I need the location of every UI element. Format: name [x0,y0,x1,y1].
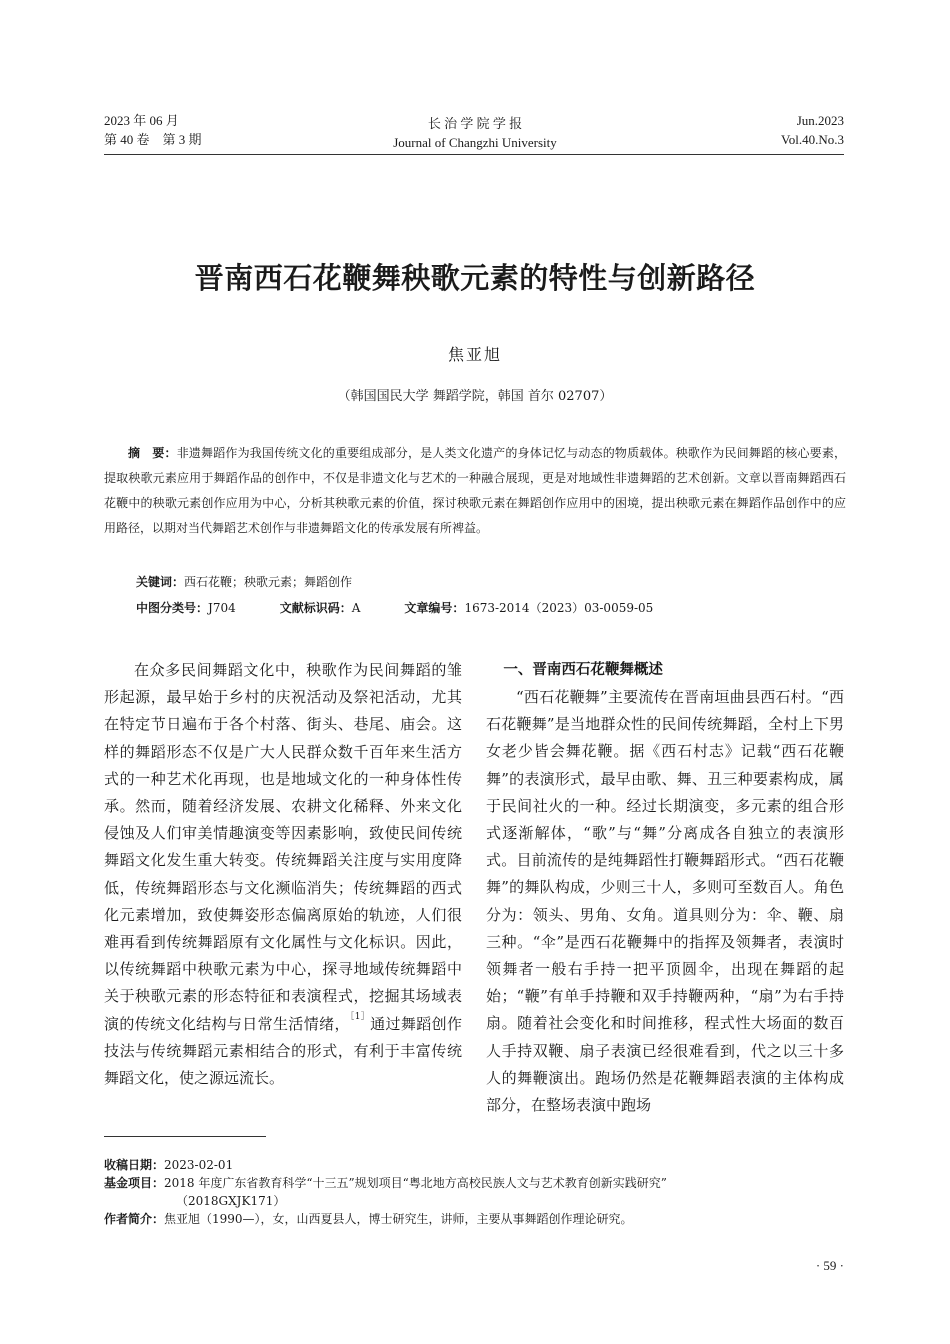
body-paragraph [104,657,462,1092]
clc-label: 中图分类号： [136,601,209,615]
fund-info [104,1174,846,1192]
keywords-label: 关键词： [136,575,185,589]
keywords [136,572,352,592]
body-paragraph: “西石花鞭舞”主要流传在晋南垣曲县西石村。“西石花鞭舞”是当地群众性的民间传统舞蹈，全村上下男女老少皆会舞花鞭。据《西石村志》记载“西石花鞭舞”的表演形式，最早由歌、舞、丑三种要素构成，属于民间社火的一种。经过长期演变，多元素的组合形式逐渐解体，“歌”与“舞”分离成各自独立的表演形式。目前流传的是纯舞蹈性打鞭舞蹈形式。“西石花鞭舞”的舞队构成，少则三十人，多则可至数百人。角色分为：领头、男角、女角。道具则分为：伞、鞭、扇三种。“伞”是西石花鞭舞中的指挥及领舞者，表演时领舞者一般右手持一把平顶圆伞，出现在舞蹈的起始；“鞭”有单手持鞭和双手持鞭两种，“扇”为右手持扇。随着社会变化和时间推移，程式性大场面的数百人手持双鞭、扇子表演已经很难看到，代之以三十多人的舞鞭演出。跑场仍然是花鞭舞蹈表演的主体构成部分，在整场表演中跑场 [486,688,844,1115]
citation-ref[interactable]: ［1］ [349,1011,371,1022]
footnote-divider [104,1136,266,1137]
author-bio [104,1210,846,1228]
page-number: · 59 · [815,1258,844,1273]
clc-value: J704 [208,601,236,615]
journal-name-en: Journal of Changzhi University [393,135,557,150]
header-left [104,111,202,149]
received-value: 2023-02-01 [164,1158,234,1172]
doc-code-label: 文献标识码： [279,601,352,615]
issue-volume-cn: 第 40 卷 第 3 期 [104,132,202,147]
abstract-text: 非遗舞蹈作为我国传统文化的重要组成部分，是人类文化遗产的身体记忆与动态的物质载体。秧歌作为民间舞蹈的核心要素，提取秧歌元素应用于舞蹈作品的创作中，不仅是非遗文化与艺术的一种融合展现，更是对地域性非遗舞蹈的艺术创新。文章以晋南舞蹈西石花鞭中的秧歌元素创作应用为中心，分析其秧歌元素的价值，探讨秧歌元素在舞蹈创作应用中的困境，提出秧歌元素在舞蹈作品创作中的应用路径，以期对当代舞蹈艺术创作与非遗舞蹈文化的传承发展有所裨益。 [104,446,846,535]
author-name: 焦亚旭 [447,345,502,364]
received-date [104,1156,846,1174]
intro-text: 在众多民间舞蹈文化中，秧歌作为民间舞蹈的雏形起源，最早始于乡村的庆祝活动及祭祀活动，尤其在特定节日遍布于各个村落、街头、巷尾、庙会。这样的舞蹈形态不仅是广大人民群众数千百年来生活方式的一种艺术化再现，也是地域文化的一种身体性传承。然而，随着经济发展、农耕文化稀释、外来文化侵蚀及人们审美情趣演变等因素影响，致使民间传统舞蹈文化发生重大转变。传统舞蹈关注度与实用度降低，传统舞蹈形态与文化濒临消失；传统舞蹈的西式化元素增加，致使舞姿形态偏离原始的轨迹，人们很难再看到传统舞蹈原有文化属性与文化标识。因此，以传统舞蹈中秧歌元素为中心，探寻地域传统舞蹈中关于秧歌元素的形态特征和表演程式，挖掘其场域表演的传统文化结构与日常生活情绪， [104,661,462,1033]
abstract-label: 摘 要： [128,446,177,460]
keywords-text: 西石花鞭；秧歌元素；舞蹈创作 [184,575,353,589]
author-affiliation: （韩国国民大学 舞蹈学院，韩国 首尔 02707） [337,389,613,404]
fund-value: 2018 年度广东省教育科学“十三五”规划项目“粤北地方高校民族人文与艺术教育创新实践研究” [164,1176,667,1190]
received-label: 收稿日期： [104,1158,165,1172]
body-right-column [486,657,844,1119]
paper-title: 晋南西石花鞭舞秧歌元素的特性与创新路径 [194,261,756,295]
issue-date-cn: 2023 年 06 月 [104,113,179,128]
doc-code-value: A [351,601,361,615]
intro-text-end: 通过舞蹈创作技法与传统舞蹈元素相结合的形式，有利于丰富传统舞蹈文化，使之源远流长。 [104,1014,462,1088]
article-no-value: 1673-2014（2023）03-0059-05 [464,601,654,615]
issue-date-en: Jun.2023 [796,113,844,128]
footnotes [104,1156,846,1228]
article-no-label: 文章编号： [404,601,465,615]
author-bio-value: 焦亚旭（1990—），女，山西夏县人，博士研究生，讲师，主要从事舞蹈创作理论研究。 [164,1212,633,1226]
header-divider [104,154,844,155]
body-left-column [104,657,462,1092]
journal-name-cn: 长 治 学 院 学 报 [427,116,523,131]
header-center [300,114,650,152]
classification-line [136,598,653,618]
section-heading: 一、晋南西石花鞭舞概述 [503,662,663,678]
abstract [104,441,846,541]
fund-label: 基金项目： [104,1176,165,1190]
author-bio-label: 作者简介： [104,1212,165,1226]
issue-volume-en: Vol.40.No.3 [781,132,844,147]
fund-number: （2018GXJK171） [176,1194,286,1208]
header-right [781,111,844,149]
